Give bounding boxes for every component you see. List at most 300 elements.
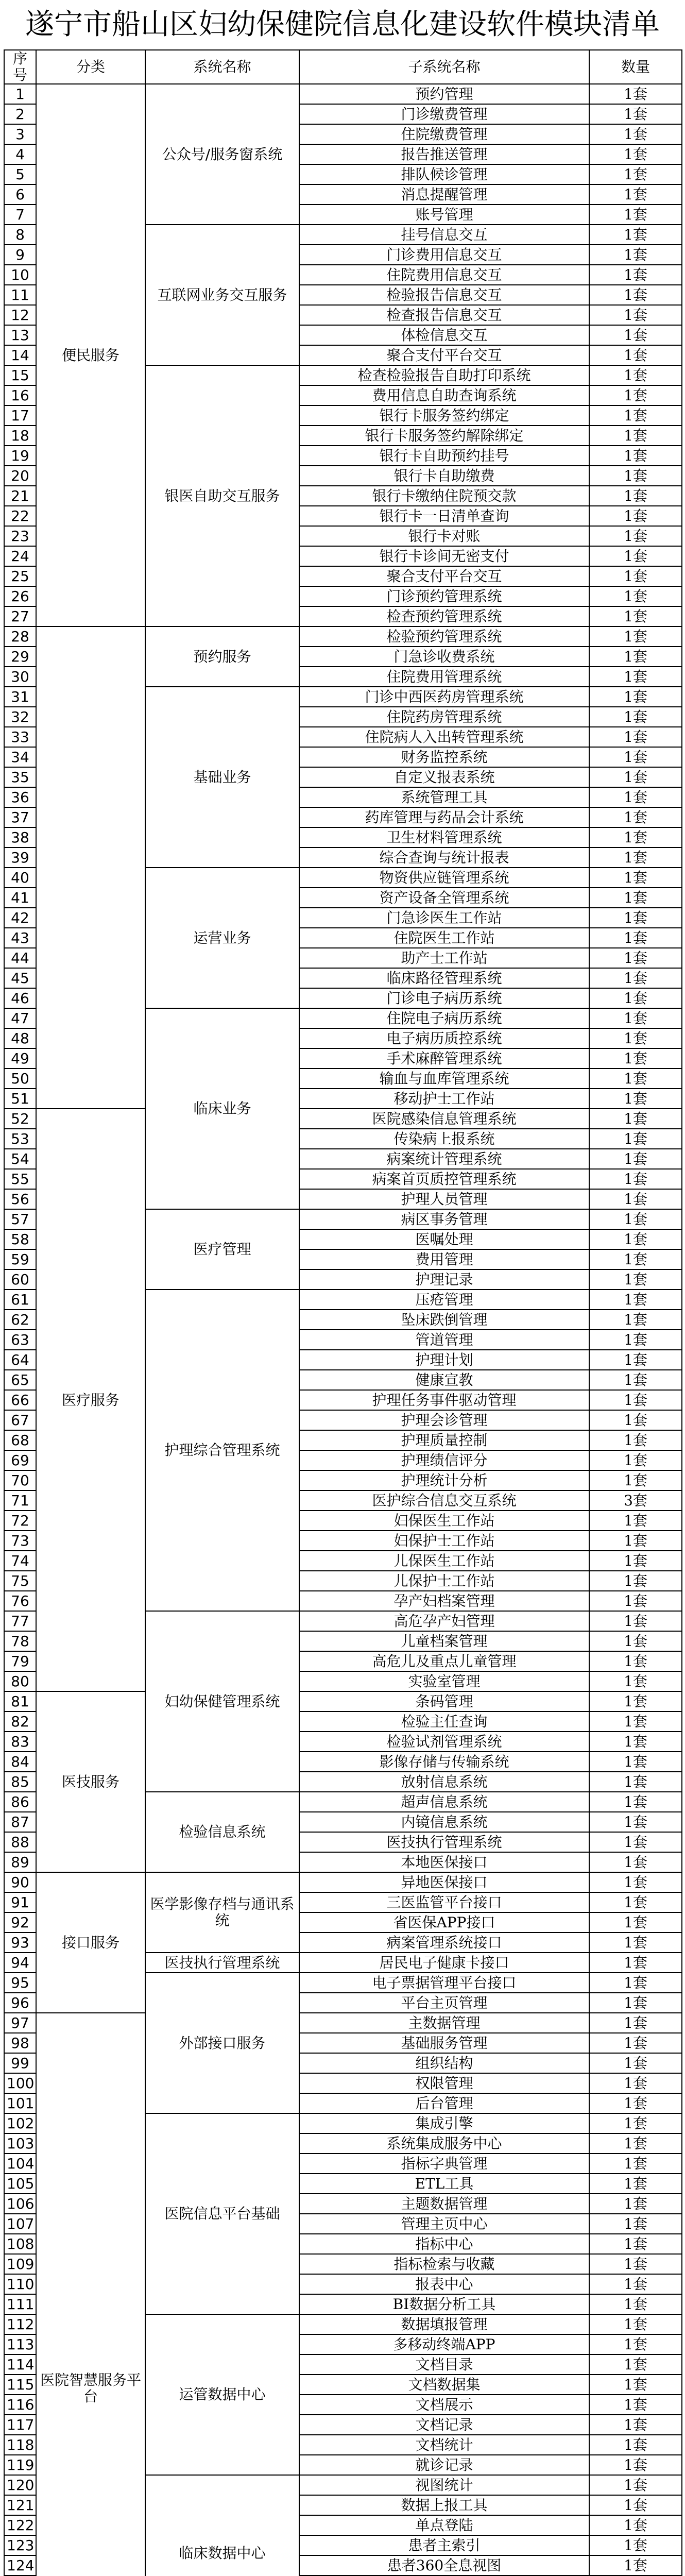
quantity-cell: 1套 xyxy=(589,164,682,184)
quantity-cell: 1套 xyxy=(589,707,682,727)
quantity-cell: 1套 xyxy=(589,908,682,928)
quantity-cell: 3套 xyxy=(589,1490,682,1511)
row-serial-cell: 71 xyxy=(4,1490,36,1511)
quantity-cell: 1套 xyxy=(589,566,682,586)
table-row xyxy=(4,2013,682,2033)
subsystem-name-cell: 检验预约管理系统 xyxy=(299,626,589,647)
subsystem-name-cell: 指标字典管理 xyxy=(299,2154,589,2174)
subsystem-name-cell: 检验报告信息交互 xyxy=(299,285,589,305)
quantity-cell: 1套 xyxy=(589,2154,682,2174)
quantity-cell: 1套 xyxy=(589,2495,682,2515)
row-serial-cell: 103 xyxy=(4,2133,36,2154)
row-serial-cell: 101 xyxy=(4,2093,36,2113)
quantity-cell: 1套 xyxy=(589,2234,682,2254)
quantity-cell: 1套 xyxy=(589,2194,682,2214)
subsystem-name-cell: 门诊预约管理系统 xyxy=(299,586,589,606)
row-serial-cell: 36 xyxy=(4,787,36,807)
document-title: 遂宁市船山区妇幼保健院信息化建设软件模块清单 xyxy=(25,8,660,41)
subsystem-name-cell: 数据上报工具 xyxy=(299,2495,589,2515)
subsystem-name-cell: 患者360全息视图 xyxy=(299,2555,589,2575)
subsystem-name-cell: 单点登陆 xyxy=(299,2515,589,2535)
quantity-cell: 1套 xyxy=(589,526,682,546)
quantity-cell: 1套 xyxy=(589,1832,682,1852)
row-serial-cell: 52 xyxy=(4,1109,36,1129)
subsystem-name-cell: 护理计划 xyxy=(299,1350,589,1370)
quantity-cell: 1套 xyxy=(589,1551,682,1571)
quantity-cell: 1套 xyxy=(589,2415,682,2435)
subsystem-name-cell: 就诊记录 xyxy=(299,2455,589,2475)
subsystem-name-cell: 护理任务事件驱动管理 xyxy=(299,1390,589,1410)
row-serial-cell: 37 xyxy=(4,807,36,827)
quantity-cell: 1套 xyxy=(589,1008,682,1028)
quantity-cell: 1套 xyxy=(589,928,682,948)
row-serial-cell: 104 xyxy=(4,2154,36,2174)
subsystem-name-cell: 检验主任查询 xyxy=(299,1711,589,1732)
quantity-cell: 1套 xyxy=(589,968,682,988)
row-serial-cell: 89 xyxy=(4,1852,36,1872)
subsystem-name-cell: 助产士工作站 xyxy=(299,948,589,968)
subsystem-name-cell: 输血与血库管理系统 xyxy=(299,1069,589,1089)
quantity-cell: 1套 xyxy=(589,1852,682,1872)
quantity-cell: 1套 xyxy=(589,1591,682,1611)
row-serial-cell: 84 xyxy=(4,1752,36,1772)
subsystem-name-cell: 超声信息系统 xyxy=(299,1792,589,1812)
quantity-cell: 1套 xyxy=(589,486,682,506)
quantity-cell: 1套 xyxy=(589,265,682,285)
quantity-cell: 1套 xyxy=(589,1370,682,1390)
quantity-cell: 1套 xyxy=(589,1772,682,1792)
row-serial-cell: 57 xyxy=(4,1209,36,1229)
row-serial-cell: 17 xyxy=(4,405,36,426)
row-serial-cell: 20 xyxy=(4,466,36,486)
subsystem-name-cell: 费用管理 xyxy=(299,1249,589,1269)
subsystem-name-cell: 异地医保接口 xyxy=(299,1872,589,1892)
subsystem-name-cell: 护理绩信评分 xyxy=(299,1450,589,1470)
row-serial-cell: 75 xyxy=(4,1571,36,1591)
subsystem-name-cell: 住院电子病历系统 xyxy=(299,1008,589,1028)
row-serial-cell: 83 xyxy=(4,1732,36,1752)
row-serial-cell: 108 xyxy=(4,2234,36,2254)
subsystem-name-cell: 高危孕产妇管理 xyxy=(299,1611,589,1631)
row-serial-cell: 90 xyxy=(4,1872,36,1892)
row-serial-cell: 12 xyxy=(4,305,36,325)
row-serial-cell: 98 xyxy=(4,2033,36,2053)
subsystem-name-cell: 组织结构 xyxy=(299,2053,589,2073)
subsystem-name-cell: 文档统计 xyxy=(299,2435,589,2455)
row-serial-cell: 23 xyxy=(4,526,36,546)
quantity-cell: 1套 xyxy=(589,2515,682,2535)
row-serial-cell: 86 xyxy=(4,1792,36,1812)
subsystem-name-cell: 后台管理 xyxy=(299,2093,589,2113)
quantity-cell: 1套 xyxy=(589,2174,682,2194)
row-serial-cell: 2 xyxy=(4,104,36,124)
row-serial-cell: 47 xyxy=(4,1008,36,1028)
category-cell: 接口服务 xyxy=(36,1872,145,2013)
row-serial-cell: 42 xyxy=(4,908,36,928)
quantity-cell: 1套 xyxy=(589,1229,682,1249)
row-serial-cell: 77 xyxy=(4,1611,36,1631)
quantity-cell: 1套 xyxy=(589,988,682,1008)
subsystem-name-cell: 本地医保接口 xyxy=(299,1852,589,1872)
category-cell xyxy=(36,626,145,1109)
row-serial-cell: 13 xyxy=(4,325,36,345)
quantity-cell: 1套 xyxy=(589,1631,682,1651)
header-row xyxy=(4,50,682,84)
row-serial-cell: 39 xyxy=(4,848,36,868)
subsystem-name-cell: 传染病上报系统 xyxy=(299,1129,589,1149)
table-body xyxy=(4,84,682,2576)
subsystem-name-cell: 主题数据管理 xyxy=(299,2194,589,2214)
row-serial-cell: 18 xyxy=(4,426,36,446)
row-serial-cell: 21 xyxy=(4,486,36,506)
subsystem-name-cell: 高危儿及重点儿童管理 xyxy=(299,1651,589,1671)
quantity-cell: 1套 xyxy=(589,1470,682,1490)
category-cell: 医院智慧服务平台 xyxy=(36,2013,145,2576)
row-serial-cell: 35 xyxy=(4,767,36,787)
subsystem-name-cell: BI数据分析工具 xyxy=(299,2294,589,2314)
quantity-cell: 1套 xyxy=(589,2053,682,2073)
subsystem-name-cell: 病案统计管理系统 xyxy=(299,1149,589,1169)
subsystem-name-cell: 压疮管理 xyxy=(299,1290,589,1310)
row-serial-cell: 8 xyxy=(4,225,36,245)
subsystem-name-cell: 患者主索引 xyxy=(299,2535,589,2555)
quantity-cell: 1套 xyxy=(589,2435,682,2455)
row-serial-cell: 93 xyxy=(4,1933,36,1953)
quantity-cell: 1套 xyxy=(589,2294,682,2314)
subsystem-name-cell: 数据填报管理 xyxy=(299,2314,589,2334)
subsystem-name-cell: 挂号信息交互 xyxy=(299,225,589,245)
row-serial-cell: 53 xyxy=(4,1129,36,1149)
subsystem-name-cell: 门急诊医生工作站 xyxy=(299,908,589,928)
quantity-cell: 1套 xyxy=(589,2555,682,2575)
quantity-cell: 1套 xyxy=(589,1028,682,1048)
row-serial-cell: 26 xyxy=(4,586,36,606)
subsystem-name-cell: 病案管理系统接口 xyxy=(299,1933,589,1953)
quantity-cell: 1套 xyxy=(589,848,682,868)
row-serial-cell: 63 xyxy=(4,1330,36,1350)
subsystem-name-cell: 门诊缴费管理 xyxy=(299,104,589,124)
row-serial-cell: 99 xyxy=(4,2053,36,2073)
system-name-cell: 医院信息平台基础 xyxy=(145,2113,299,2314)
quantity-cell: 1套 xyxy=(589,827,682,848)
quantity-cell: 1套 xyxy=(589,1350,682,1370)
subsystem-name-cell: 视图统计 xyxy=(299,2475,589,2495)
row-serial-cell: 14 xyxy=(4,345,36,365)
quantity-cell: 1套 xyxy=(589,1189,682,1209)
subsystem-name-cell: 住院病人入出转管理系统 xyxy=(299,727,589,747)
subsystem-name-cell: 主数据管理 xyxy=(299,2013,589,2033)
system-name-cell: 检验信息系统 xyxy=(145,1792,299,1872)
quantity-cell: 1套 xyxy=(589,1290,682,1310)
row-serial-cell: 73 xyxy=(4,1531,36,1551)
quantity-cell: 1套 xyxy=(589,2133,682,2154)
quantity-cell: 1套 xyxy=(589,868,682,888)
subsystem-name-cell: 检查报告信息交互 xyxy=(299,305,589,325)
subsystem-name-cell: 文档展示 xyxy=(299,2395,589,2415)
quantity-cell: 1套 xyxy=(589,325,682,345)
quantity-cell: 1套 xyxy=(589,1129,682,1149)
quantity-cell: 1套 xyxy=(589,1892,682,1912)
row-serial-cell: 107 xyxy=(4,2214,36,2234)
subsystem-name-cell: 影像存储与传输系统 xyxy=(299,1752,589,1772)
row-serial-cell: 15 xyxy=(4,365,36,385)
row-serial-cell: 82 xyxy=(4,1711,36,1732)
row-serial-cell: 109 xyxy=(4,2254,36,2274)
row-serial-cell: 64 xyxy=(4,1350,36,1370)
quantity-cell: 1套 xyxy=(589,1611,682,1631)
subsystem-name-cell: 护理记录 xyxy=(299,1269,589,1290)
row-serial-cell: 68 xyxy=(4,1430,36,1450)
subsystem-name-cell: 检查检验报告自助打印系统 xyxy=(299,365,589,385)
subsystem-name-cell: 医护综合信息交互系统 xyxy=(299,1490,589,1511)
subsystem-name-cell: 财务监控系统 xyxy=(299,747,589,767)
row-serial-cell: 122 xyxy=(4,2515,36,2535)
row-serial-cell: 28 xyxy=(4,626,36,647)
category-cell: 医技服务 xyxy=(36,1691,145,1872)
subsystem-name-cell: 护理人员管理 xyxy=(299,1189,589,1209)
subsystem-name-cell: 聚合支付平台交互 xyxy=(299,566,589,586)
quantity-cell: 1套 xyxy=(589,1089,682,1109)
row-serial-cell: 102 xyxy=(4,2113,36,2133)
row-serial-cell: 50 xyxy=(4,1069,36,1089)
quantity-cell: 1套 xyxy=(589,1792,682,1812)
subsystem-name-cell: 住院医生工作站 xyxy=(299,928,589,948)
subsystem-name-cell: 病案首页质控管理系统 xyxy=(299,1169,589,1189)
category-cell: 医疗服务 xyxy=(36,1109,145,1691)
system-name-cell: 基础业务 xyxy=(145,687,299,868)
subsystem-name-cell: 多移动终端APP xyxy=(299,2334,589,2354)
subsystem-name-cell: 护理质量控制 xyxy=(299,1430,589,1450)
row-serial-cell: 29 xyxy=(4,647,36,667)
row-serial-cell: 33 xyxy=(4,727,36,747)
subsystem-name-cell: 银行卡自助缴费 xyxy=(299,466,589,486)
table-row xyxy=(4,626,682,647)
quantity-cell: 1套 xyxy=(589,747,682,767)
row-serial-cell: 81 xyxy=(4,1691,36,1711)
quantity-cell: 1套 xyxy=(589,2375,682,2395)
row-serial-cell: 111 xyxy=(4,2294,36,2314)
row-serial-cell: 40 xyxy=(4,868,36,888)
subsystem-name-cell: 移动护士工作站 xyxy=(299,1089,589,1109)
quantity-cell: 1套 xyxy=(589,1511,682,1531)
row-serial-cell: 46 xyxy=(4,988,36,1008)
subsystem-name-cell: 指标检索与收藏 xyxy=(299,2254,589,2274)
row-serial-cell: 58 xyxy=(4,1229,36,1249)
row-serial-cell: 114 xyxy=(4,2354,36,2375)
row-serial-cell: 79 xyxy=(4,1651,36,1671)
quantity-cell: 1套 xyxy=(589,1310,682,1330)
quantity-cell: 1套 xyxy=(589,1169,682,1189)
quantity-cell: 1套 xyxy=(589,2274,682,2294)
subsystem-name-cell: 门急诊收费系统 xyxy=(299,647,589,667)
quantity-cell: 1套 xyxy=(589,385,682,405)
subsystem-name-cell: 消息提醒管理 xyxy=(299,184,589,205)
quantity-cell: 1套 xyxy=(589,546,682,566)
subsystem-name-cell: 系统集成服务中心 xyxy=(299,2133,589,2154)
subsystem-name-cell: 集成引擎 xyxy=(299,2113,589,2133)
row-serial-cell: 121 xyxy=(4,2495,36,2515)
quantity-cell: 1套 xyxy=(589,1651,682,1671)
subsystem-name-cell: 费用信息自助查询系统 xyxy=(299,385,589,405)
subsystem-name-cell: 文档目录 xyxy=(299,2354,589,2375)
subsystem-name-cell: 临床路径管理系统 xyxy=(299,968,589,988)
subsystem-name-cell: 报告推送管理 xyxy=(299,144,589,164)
subsystem-name-cell: 住院费用信息交互 xyxy=(299,265,589,285)
quantity-cell: 1套 xyxy=(589,446,682,466)
row-serial-cell: 55 xyxy=(4,1169,36,1189)
row-serial-cell: 24 xyxy=(4,546,36,566)
row-serial-cell: 87 xyxy=(4,1812,36,1832)
quantity-cell: 1套 xyxy=(589,787,682,807)
subsystem-name-cell: 住院费用管理系统 xyxy=(299,667,589,687)
quantity-cell: 1套 xyxy=(589,2113,682,2133)
subsystem-name-cell: 儿童档案管理 xyxy=(299,1631,589,1651)
subsystem-name-cell: 病区事务管理 xyxy=(299,1209,589,1229)
row-serial-cell: 95 xyxy=(4,1973,36,1993)
system-name-cell: 临床数据中心 xyxy=(145,2475,299,2576)
system-name-cell: 医学影像存档与通讯系统 xyxy=(145,1872,299,1953)
subsystem-name-cell: 银行卡诊间无密支付 xyxy=(299,546,589,566)
row-serial-cell: 76 xyxy=(4,1591,36,1611)
subsystem-name-cell: 检查预约管理系统 xyxy=(299,606,589,626)
quantity-cell: 1套 xyxy=(589,1732,682,1752)
quantity-cell: 1套 xyxy=(589,1912,682,1933)
subsystem-name-cell: 权限管理 xyxy=(299,2073,589,2093)
subsystem-name-cell: 银行卡自助预约挂号 xyxy=(299,446,589,466)
row-serial-cell: 30 xyxy=(4,667,36,687)
subsystem-name-cell: 系统管理工具 xyxy=(299,787,589,807)
row-serial-cell: 112 xyxy=(4,2314,36,2334)
quantity-cell: 1套 xyxy=(589,285,682,305)
subsystem-name-cell: 管理主页中心 xyxy=(299,2214,589,2234)
quantity-cell: 1套 xyxy=(589,2073,682,2093)
subsystem-name-cell: 医技执行管理系统 xyxy=(299,1832,589,1852)
subsystem-name-cell: 排队候诊管理 xyxy=(299,164,589,184)
subsystem-name-cell: 基础服务管理 xyxy=(299,2033,589,2053)
table-row xyxy=(4,1691,682,1711)
table-row xyxy=(4,1872,682,1892)
row-serial-cell: 41 xyxy=(4,888,36,908)
row-serial-cell: 116 xyxy=(4,2395,36,2415)
row-serial-cell: 44 xyxy=(4,948,36,968)
system-name-cell: 医疗管理 xyxy=(145,1209,299,1290)
system-name-cell: 公众号/服务窗系统 xyxy=(145,84,299,225)
row-serial-cell: 56 xyxy=(4,1189,36,1209)
row-serial-cell: 70 xyxy=(4,1470,36,1490)
subsystem-name-cell: 门诊费用信息交互 xyxy=(299,245,589,265)
quantity-cell: 1套 xyxy=(589,767,682,787)
row-serial-cell: 16 xyxy=(4,385,36,405)
subsystem-name-cell: 妇保医生工作站 xyxy=(299,1511,589,1531)
row-serial-cell: 88 xyxy=(4,1832,36,1852)
subsystem-name-cell: 门诊电子病历系统 xyxy=(299,988,589,1008)
subsystem-name-cell: 护理会诊管理 xyxy=(299,1410,589,1430)
subsystem-name-cell: 卫生材料管理系统 xyxy=(299,827,589,848)
subsystem-name-cell: 内镜信息系统 xyxy=(299,1812,589,1832)
table-row xyxy=(4,84,682,104)
quantity-cell: 1套 xyxy=(589,1069,682,1089)
subsystem-name-cell: 护理统计分析 xyxy=(299,1470,589,1490)
subsystem-name-cell: 银行卡缴纳住院预交款 xyxy=(299,486,589,506)
row-serial-cell: 48 xyxy=(4,1028,36,1048)
quantity-cell: 1套 xyxy=(589,184,682,205)
subsystem-name-cell: 条码管理 xyxy=(299,1691,589,1711)
row-serial-cell: 27 xyxy=(4,606,36,626)
quantity-cell: 1套 xyxy=(589,2455,682,2475)
system-name-cell: 临床业务 xyxy=(145,1008,299,1209)
row-serial-cell: 25 xyxy=(4,566,36,586)
row-serial-cell: 118 xyxy=(4,2435,36,2455)
quantity-cell: 1套 xyxy=(589,426,682,446)
row-serial-cell: 119 xyxy=(4,2455,36,2475)
subsystem-name-cell: 聚合支付平台交互 xyxy=(299,345,589,365)
row-serial-cell: 1 xyxy=(4,84,36,104)
header-serial: 序号 xyxy=(4,50,36,84)
table-header xyxy=(4,50,682,84)
row-serial-cell: 67 xyxy=(4,1410,36,1430)
category-cell: 便民服务 xyxy=(36,84,145,626)
row-serial-cell: 49 xyxy=(4,1048,36,1069)
row-serial-cell: 124 xyxy=(4,2555,36,2575)
table-row xyxy=(4,1109,682,1129)
quantity-cell: 1套 xyxy=(589,1410,682,1430)
subsystem-name-cell: 电子票据管理平台接口 xyxy=(299,1973,589,1993)
row-serial-cell: 31 xyxy=(4,687,36,707)
row-serial-cell: 5 xyxy=(4,164,36,184)
subsystem-name-cell: 文档记录 xyxy=(299,2415,589,2435)
row-serial-cell: 3 xyxy=(4,124,36,144)
quantity-cell: 1套 xyxy=(589,2314,682,2334)
subsystem-name-cell: 健康宣教 xyxy=(299,1370,589,1390)
subsystem-name-cell: 管道管理 xyxy=(299,1330,589,1350)
row-serial-cell: 97 xyxy=(4,2013,36,2033)
row-serial-cell: 38 xyxy=(4,827,36,848)
row-serial-cell: 19 xyxy=(4,446,36,466)
row-serial-cell: 74 xyxy=(4,1551,36,1571)
subsystem-name-cell: 综合查询与统计报表 xyxy=(299,848,589,868)
subsystem-name-cell: 儿保医生工作站 xyxy=(299,1551,589,1571)
quantity-cell: 1套 xyxy=(589,506,682,526)
row-serial-cell: 92 xyxy=(4,1912,36,1933)
quantity-cell: 1套 xyxy=(589,1249,682,1269)
quantity-cell: 1套 xyxy=(589,2334,682,2354)
subsystem-name-cell: 实验室管理 xyxy=(299,1671,589,1691)
row-serial-cell: 100 xyxy=(4,2073,36,2093)
subsystem-name-cell: 银行卡对账 xyxy=(299,526,589,546)
subsystem-name-cell: 检验试剂管理系统 xyxy=(299,1732,589,1752)
subsystem-name-cell: 账号管理 xyxy=(299,205,589,225)
row-serial-cell: 45 xyxy=(4,968,36,988)
row-serial-cell: 94 xyxy=(4,1953,36,1973)
system-name-cell: 预约服务 xyxy=(145,626,299,687)
subsystem-name-cell: 预约管理 xyxy=(299,84,589,104)
quantity-cell: 1套 xyxy=(589,1390,682,1410)
quantity-cell: 1套 xyxy=(589,305,682,325)
row-serial-cell: 11 xyxy=(4,285,36,305)
row-serial-cell: 9 xyxy=(4,245,36,265)
row-serial-cell: 6 xyxy=(4,184,36,205)
system-name-cell: 银医自助交互服务 xyxy=(145,365,299,626)
quantity-cell: 1套 xyxy=(589,1993,682,2013)
row-serial-cell: 78 xyxy=(4,1631,36,1651)
row-serial-cell: 54 xyxy=(4,1149,36,1169)
subsystem-name-cell: 住院药房管理系统 xyxy=(299,707,589,727)
row-serial-cell: 7 xyxy=(4,205,36,225)
row-serial-cell: 120 xyxy=(4,2475,36,2495)
quantity-cell: 1套 xyxy=(589,1330,682,1350)
subsystem-name-cell: 孕产妇档案管理 xyxy=(299,1591,589,1611)
system-name-cell: 运营业务 xyxy=(145,868,299,1008)
